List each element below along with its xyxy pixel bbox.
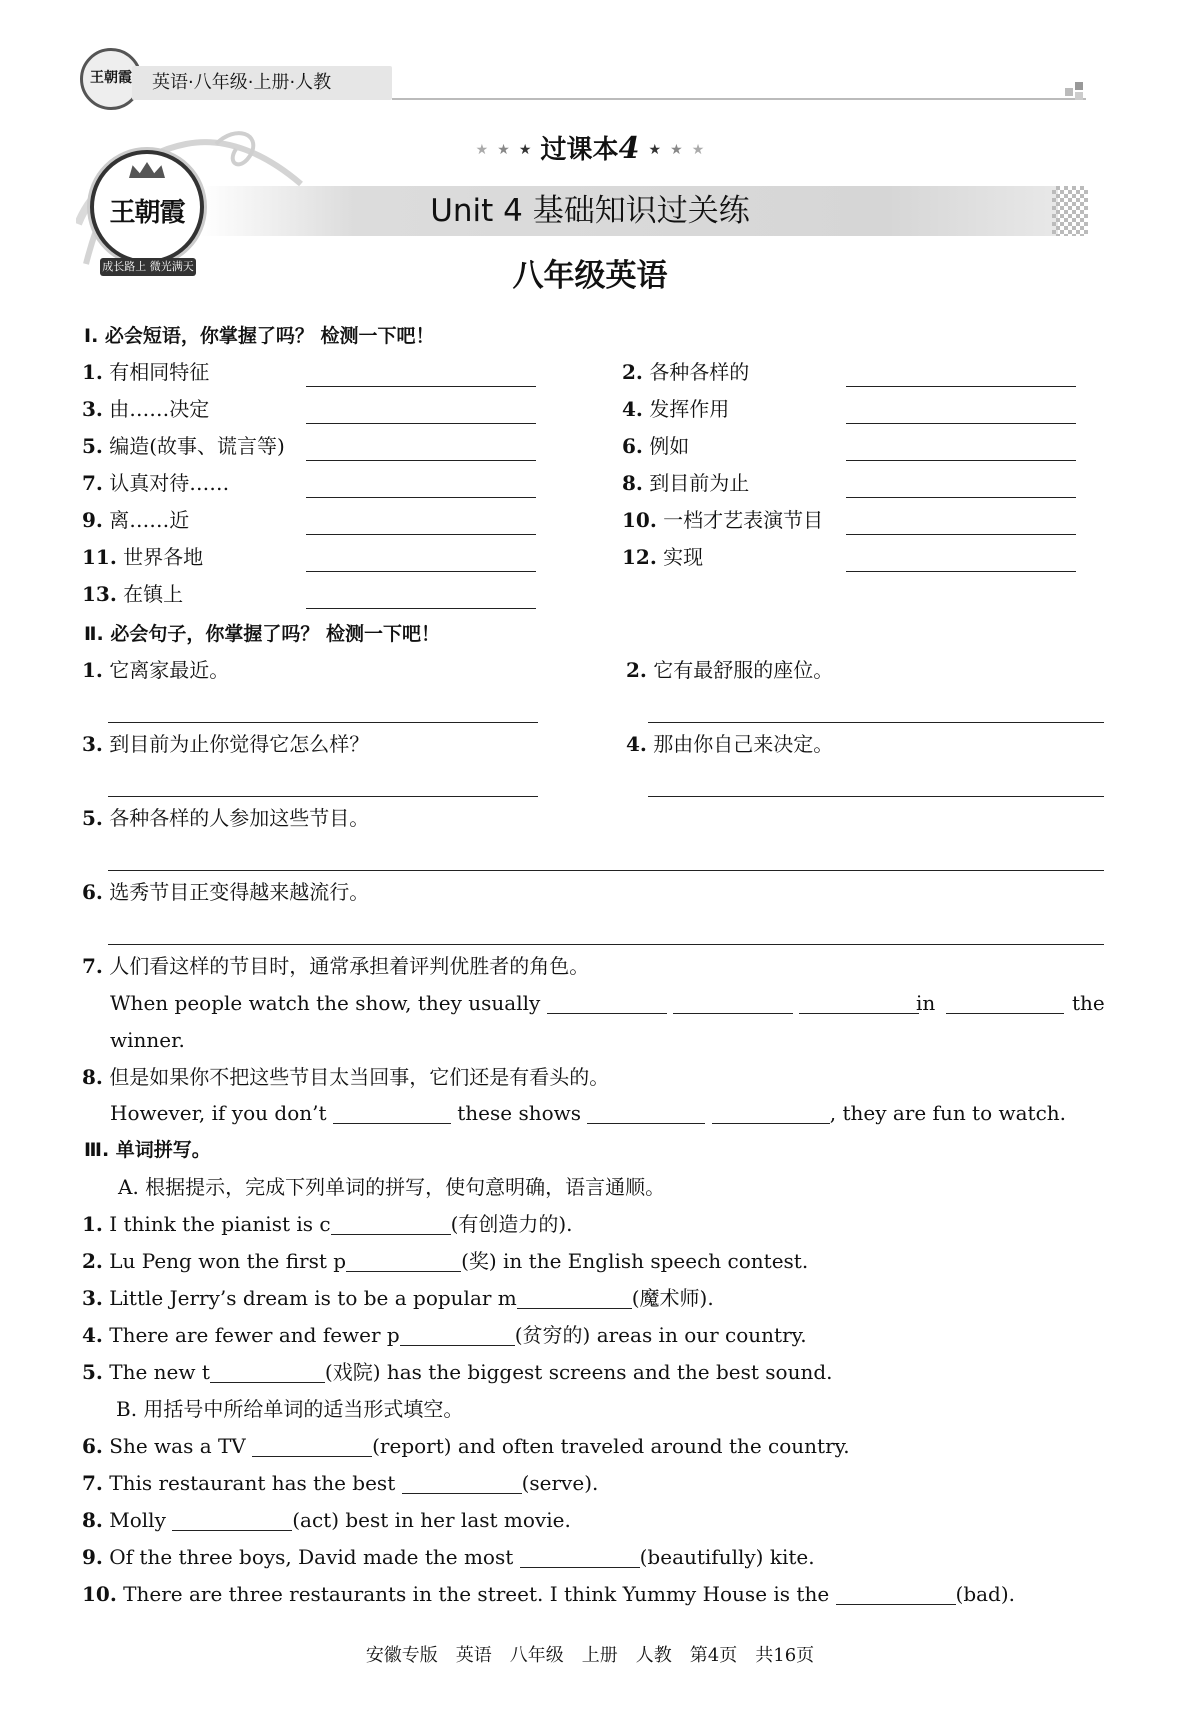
header-logo-text: 王朝霞 bbox=[90, 70, 132, 86]
phrase-item: 10. 一档才艺表演节目 bbox=[622, 508, 824, 532]
answer-line[interactable] bbox=[108, 944, 1104, 945]
header-rule bbox=[392, 98, 1086, 100]
answer-line[interactable] bbox=[108, 796, 538, 797]
wordform-item: 8. Molly (act) best in her last movie. bbox=[82, 1508, 571, 1532]
star-icon: ★ bbox=[670, 142, 683, 158]
section3-heading: Ⅲ. 单词拼写。 bbox=[84, 1139, 211, 1161]
section3-partA: A. 根据提示，完成下列单词的拼写，使句意明确，语言通顺。 bbox=[118, 1175, 666, 1199]
answer-blank[interactable] bbox=[210, 1362, 325, 1383]
answer-blank[interactable] bbox=[673, 993, 793, 1014]
phrase-item: 8. 到目前为止 bbox=[622, 471, 750, 495]
section1-heading: Ⅰ. 必会短语，你掌握了吗？ 检测一下吧！ bbox=[84, 325, 435, 347]
answer-blank[interactable] bbox=[520, 1547, 640, 1568]
banner-kicker bbox=[470, 132, 710, 167]
answer-blank[interactable] bbox=[587, 1103, 705, 1124]
answer-blank[interactable] bbox=[846, 423, 1076, 424]
header-subtitle: 英语·八年级·上册·人教 bbox=[152, 72, 332, 93]
sentence-item: 1. 它离家最近。 bbox=[82, 658, 230, 682]
star-icon: ★ bbox=[691, 142, 705, 158]
answer-blank[interactable] bbox=[402, 1473, 522, 1494]
banner-checker bbox=[1052, 186, 1088, 236]
sentence-item: 3. 到目前为止你觉得它怎么样？ bbox=[82, 732, 370, 756]
spelling-item: 1. I think the pianist is c (有创造力的). bbox=[82, 1212, 573, 1236]
section2-heading: Ⅱ. 必会句子，你掌握了吗？ 检测一下吧！ bbox=[84, 623, 440, 645]
answer-blank[interactable] bbox=[846, 386, 1076, 387]
banner-logo bbox=[90, 150, 204, 264]
q7-english-blank bbox=[946, 991, 1064, 1015]
answer-blank[interactable] bbox=[306, 571, 536, 572]
phrase-item: 3. 由……决定 bbox=[82, 397, 210, 421]
phrase-item: 12. 实现 bbox=[622, 545, 704, 569]
section3-partB: B. 用括号中所给单词的适当形式填空。 bbox=[116, 1397, 464, 1421]
wordform-item: 7. This restaurant has the best (serve). bbox=[82, 1471, 599, 1495]
phrase-item: 9. 离……近 bbox=[82, 508, 190, 532]
star-icon: ★ bbox=[497, 142, 510, 158]
answer-blank[interactable] bbox=[306, 386, 536, 387]
answer-blank[interactable] bbox=[306, 460, 536, 461]
answer-blank[interactable] bbox=[712, 1103, 830, 1124]
answer-blank[interactable] bbox=[400, 1325, 515, 1346]
answer-blank[interactable] bbox=[517, 1288, 632, 1309]
q7-english-line: When people watch the show, they usually bbox=[110, 991, 919, 1015]
answer-line[interactable] bbox=[108, 722, 538, 723]
phrase-item: 13. 在镇上 bbox=[82, 582, 184, 606]
q8-english-line: However, if you don’t these shows , they are fun to watch. bbox=[110, 1101, 1067, 1125]
phrase-item: 1. 有相同特征 bbox=[82, 360, 210, 384]
spelling-item: 2. Lu Peng won the first p (奖) in the English speech contest. bbox=[82, 1249, 809, 1273]
banner-logo-motto: 成长路上 微光满天 bbox=[100, 258, 196, 276]
star-icon: ★ bbox=[648, 142, 662, 158]
banner-logo-text: 王朝霞 bbox=[109, 198, 185, 228]
header-subtitle-box bbox=[132, 66, 392, 100]
answer-blank[interactable] bbox=[331, 1214, 451, 1235]
answer-blank[interactable] bbox=[836, 1584, 956, 1605]
kicker-label: 过课本 bbox=[540, 135, 619, 165]
answer-blank[interactable] bbox=[306, 534, 536, 535]
sentence-item: 6. 选秀节目正变得越来越流行。 bbox=[82, 880, 370, 904]
answer-blank[interactable] bbox=[799, 993, 919, 1014]
wordform-item: 10. There are three restaurants in the street. I think Yummy House is the (bad). bbox=[82, 1582, 1016, 1606]
wordform-item: 6. She was a TV (report) and often traveled around the country. bbox=[82, 1434, 850, 1458]
answer-blank[interactable] bbox=[306, 497, 536, 498]
q7-english-the: the bbox=[1072, 991, 1105, 1015]
phrase-item: 11. 世界各地 bbox=[82, 545, 204, 569]
answer-blank[interactable] bbox=[846, 534, 1076, 535]
wordform-item: 9. Of the three boys, David made the most (beautifully) kite. bbox=[82, 1545, 815, 1569]
star-icon: ★ bbox=[518, 142, 532, 158]
spelling-item: 4. There are fewer and fewer p (贫穷的) areas in our country. bbox=[82, 1323, 807, 1347]
sentence-item: 4. 那由你自己来决定。 bbox=[626, 732, 834, 756]
sentence-item: 5. 各种各样的人参加这些节目。 bbox=[82, 806, 370, 830]
answer-line[interactable] bbox=[108, 870, 1104, 871]
answer-blank[interactable] bbox=[547, 993, 667, 1014]
answer-blank[interactable] bbox=[333, 1103, 451, 1124]
kicker-number: 4 bbox=[618, 131, 640, 166]
answer-blank[interactable] bbox=[306, 608, 536, 609]
answer-line[interactable] bbox=[648, 722, 1104, 723]
header-corner-squares bbox=[1065, 82, 1087, 100]
answer-blank[interactable] bbox=[306, 423, 536, 424]
answer-blank[interactable] bbox=[946, 993, 1064, 1014]
star-icon: ★ bbox=[475, 142, 489, 158]
phrase-item: 7. 认真对待…… bbox=[82, 471, 230, 495]
phrase-item: 6. 例如 bbox=[622, 434, 690, 458]
q7-english-cont: winner. bbox=[110, 1028, 185, 1052]
answer-blank[interactable] bbox=[846, 497, 1076, 498]
sentence-item: 2. 它有最舒服的座位。 bbox=[626, 658, 834, 682]
answer-line[interactable] bbox=[648, 796, 1104, 797]
spelling-item: 5. The new t (戏院) has the biggest screens and the best sound. bbox=[82, 1360, 833, 1384]
sentence-item: 8. 但是如果你不把这些节目太当回事，它们还是有看头的。 bbox=[82, 1065, 610, 1089]
sentence-item: 7. 人们看这样的节目时，通常承担着评判优胜者的角色。 bbox=[82, 954, 590, 978]
banner-title: Unit 4 基础知识过关练 bbox=[430, 193, 750, 229]
answer-blank[interactable] bbox=[846, 460, 1076, 461]
phrase-item: 5. 编造(故事、谎言等) bbox=[82, 434, 285, 458]
phrase-item: 2. 各种各样的 bbox=[622, 360, 750, 384]
banner-logo-crown bbox=[129, 162, 165, 178]
page-title: 八年级英语 bbox=[512, 258, 668, 294]
spelling-item: 3. Little Jerry’s dream is to be a popular m (魔术师). bbox=[82, 1286, 714, 1310]
answer-blank[interactable] bbox=[252, 1436, 372, 1457]
answer-blank[interactable] bbox=[846, 571, 1076, 572]
page-footer: 安徽专版 英语 八年级 上册 人教 第4页 共16页 bbox=[365, 1645, 815, 1666]
q7-english-in: in bbox=[916, 991, 936, 1015]
answer-blank[interactable] bbox=[346, 1251, 461, 1272]
answer-blank[interactable] bbox=[172, 1510, 292, 1531]
phrase-item: 4. 发挥作用 bbox=[622, 397, 730, 421]
